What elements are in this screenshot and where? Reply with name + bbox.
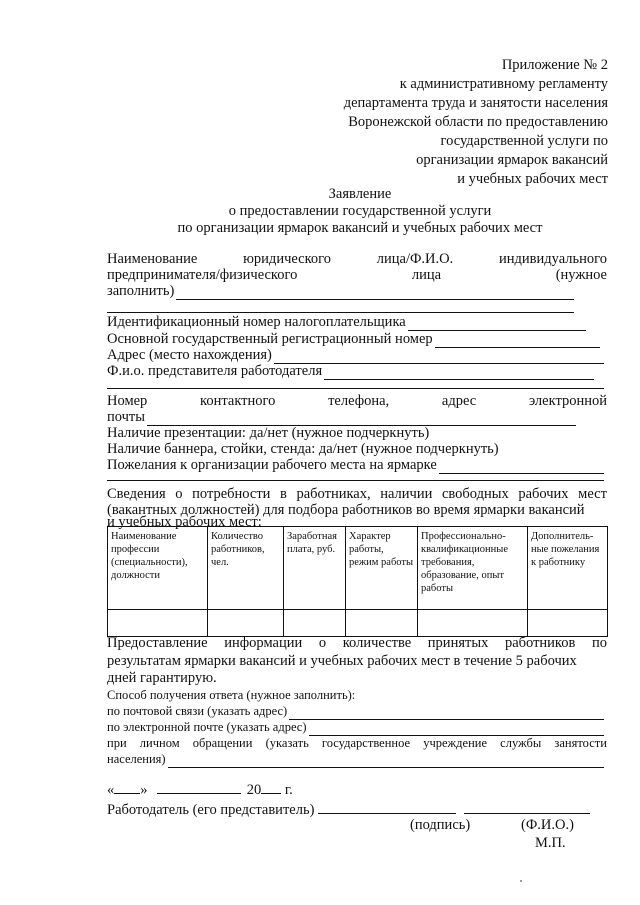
inn-field xyxy=(107,313,586,331)
field-word: Наименование xyxy=(107,251,198,267)
appendix-line: Воронежской области по предоставлению xyxy=(348,114,608,130)
justified-word: работниках, xyxy=(296,486,371,502)
field-word: индивидуального xyxy=(499,251,607,267)
banner-field[interactable]: Наличие баннера, стойки, стенда: да/нет (нужное подчеркнуть) xyxy=(107,441,499,457)
representative-field xyxy=(107,362,594,380)
justified-word: о xyxy=(175,486,183,502)
field-word: личном xyxy=(139,736,180,750)
presentation-field[interactable]: Наличие презентации: да/нет (нужное подчеркнуть) xyxy=(107,425,430,441)
date-close-quote: » xyxy=(140,782,148,798)
justified-word: наличии xyxy=(380,486,433,502)
justified-word: рабочих xyxy=(518,486,569,502)
field-word: юридического xyxy=(243,251,331,267)
justified-word: информации xyxy=(224,635,303,651)
table-row xyxy=(108,610,608,637)
guarantee-line-1 xyxy=(107,634,607,652)
justified-word: принятых xyxy=(427,635,489,651)
ogrn-label: Основной государственный регистрационный номер xyxy=(107,331,433,347)
inn-input-line[interactable] xyxy=(408,316,586,331)
table-cell[interactable] xyxy=(284,610,346,637)
appendix-header xyxy=(288,56,608,189)
representative-input-line-extra[interactable] xyxy=(107,388,604,389)
signature-caption: (подпись) xyxy=(410,817,471,833)
needs-line: (вакантных должностей) для подбора работников во время ярмарки вакансий xyxy=(107,502,585,518)
justified-word: в xyxy=(280,486,287,502)
wishes-input-line[interactable] xyxy=(439,459,604,474)
title-line: о предоставлении государственной услуги xyxy=(228,203,492,219)
representative-label: Ф.и.о. представителя работодателя xyxy=(107,363,323,379)
title-line: Заявление xyxy=(328,186,392,202)
representative-input-line[interactable] xyxy=(324,365,594,380)
field-word: Номер xyxy=(107,393,148,409)
scan-speck xyxy=(520,880,522,882)
year-prefix: 20 xyxy=(246,782,262,798)
appendix-line: и учебных рабочих мест xyxy=(457,171,608,187)
appendix-line: Приложение № 2 xyxy=(501,57,608,73)
justified-word: Предоставление xyxy=(107,635,208,651)
field-word: занятости xyxy=(554,736,607,750)
mail-label: по почтовой связи (указать адрес) xyxy=(107,704,288,718)
signature-input-line[interactable] xyxy=(318,799,456,814)
justified-word: по xyxy=(591,635,607,651)
justified-word: количестве xyxy=(342,635,412,651)
table-header-row xyxy=(108,527,608,610)
table-header-cell: Количество работников, чел. xyxy=(208,527,284,610)
table-cell[interactable] xyxy=(208,610,284,637)
field-label: населения) xyxy=(107,752,166,766)
field-word: предпринимателя/физического xyxy=(107,267,298,283)
appendix-line: департамента труда и занятости населения xyxy=(343,95,608,111)
guarantee-line-3: дней гарантирую. xyxy=(107,670,217,686)
wishes-field xyxy=(107,456,604,474)
table-header-cell: Профессионально-квалификационные требования, образование, опыт работы xyxy=(418,527,528,610)
day-input-line[interactable] xyxy=(114,779,140,794)
table-cell[interactable] xyxy=(346,610,418,637)
field-word: учреждение xyxy=(423,736,487,750)
justified-word: Сведения xyxy=(107,486,166,502)
field-word: адрес xyxy=(441,393,477,409)
field-word: лица xyxy=(411,267,442,283)
stamp-caption: М.П. xyxy=(535,835,566,851)
appendix-line: государственной услуги по xyxy=(440,133,608,149)
month-input-line[interactable] xyxy=(157,779,241,794)
needs-line: и учебных рабочих мест: xyxy=(107,514,262,530)
field-word: (нужное xyxy=(555,267,607,283)
field-label: заполнить) xyxy=(107,283,175,299)
table-cell[interactable] xyxy=(528,610,608,637)
guarantee-words xyxy=(107,634,607,652)
justified-word: работников xyxy=(504,635,576,651)
inn-label: Идентификационный номер налогоплательщика xyxy=(107,314,406,330)
field-word: службы xyxy=(500,736,542,750)
table-header-cell: Наименование профессии (специальности), должности xyxy=(108,527,208,610)
email-label: по электронной почте (указать адрес) xyxy=(107,720,307,734)
vacancies-table xyxy=(107,526,608,637)
wishes-label: Пожелания к организации рабочего места на ярмарке xyxy=(107,457,437,473)
name-field-line-3 xyxy=(107,282,574,300)
justified-word: свободных xyxy=(441,486,509,502)
field-word: телефона, xyxy=(328,393,390,409)
field-word: при xyxy=(107,736,127,750)
wishes-input-line-extra[interactable] xyxy=(107,480,604,481)
fio-caption: (Ф.И.О.) xyxy=(521,817,574,833)
guarantee-line-2: результатам ярмарки вакансий и учебных рабочих мест в течение 5 рабочих xyxy=(107,653,577,669)
table-header-cell: Дополнитель-ные пожелания к работнику xyxy=(528,527,608,610)
justified-word: мест xyxy=(578,486,607,502)
table-header-cell: Заработная плата, руб. xyxy=(284,527,346,610)
employer-signature-field xyxy=(107,799,590,819)
appendix-line: организации ярмарок вакансий xyxy=(416,152,608,168)
justified-word: потребности xyxy=(192,486,271,502)
inperson-input-line[interactable] xyxy=(168,753,604,768)
year-input-line[interactable] xyxy=(261,779,281,794)
field-label: почты xyxy=(107,409,146,425)
justified-word: о xyxy=(318,635,327,651)
field-word: обращении xyxy=(192,736,253,750)
inperson-field-line-2 xyxy=(107,750,604,768)
response-heading: Способ получения ответа (нужное заполнить): xyxy=(107,688,356,702)
employer-label: Работодатель (его представитель) xyxy=(107,802,315,818)
table-header-cell: Характер работы, режим работы xyxy=(346,527,418,610)
appendix-line: к административному регламенту xyxy=(399,76,608,92)
fio-input-line[interactable] xyxy=(464,799,590,814)
field-word: лица/Ф.И.О. xyxy=(376,251,454,267)
date-open-quote: « xyxy=(107,782,115,798)
table-cell[interactable] xyxy=(418,610,528,637)
year-suffix: г. xyxy=(284,782,293,798)
field-word: (указать xyxy=(265,736,309,750)
field-word: государственное xyxy=(321,736,411,750)
title-line: по организации ярмарок вакансий и учебных рабочих мест xyxy=(177,220,543,236)
date-field xyxy=(107,779,293,799)
field-word: электронной xyxy=(528,393,607,409)
address-label: Адрес (место нахождения) xyxy=(107,347,272,363)
document-title xyxy=(0,186,640,237)
name-input-line[interactable] xyxy=(176,285,574,300)
field-word: контактного xyxy=(200,393,276,409)
table-cell[interactable] xyxy=(108,610,208,637)
